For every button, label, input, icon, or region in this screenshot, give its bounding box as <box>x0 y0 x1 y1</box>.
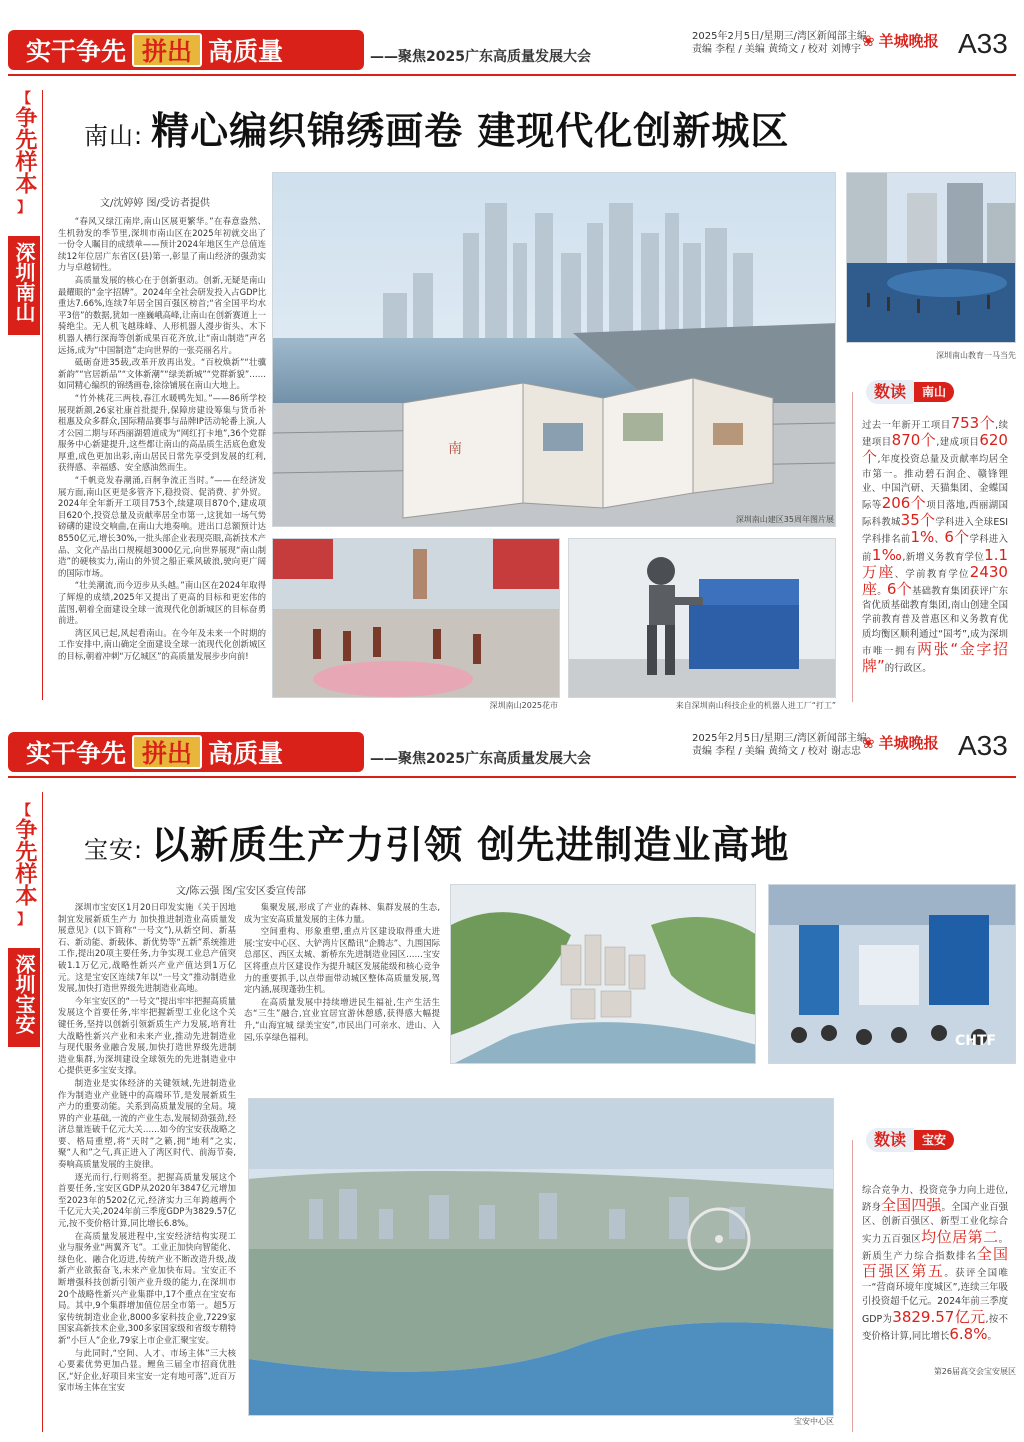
article-body <box>58 216 266 704</box>
editor-line-2: 责编 李程 / 美编 黄绮文 / 校对 刘博宇 <box>692 44 861 55</box>
robot-photo <box>568 538 836 698</box>
stats-key-2: 数读 <box>866 1128 914 1152</box>
side-city-label: 深圳南山 <box>12 242 36 322</box>
masthead <box>0 0 1024 78</box>
side-tag-close: 】 <box>17 200 31 216</box>
side-tag-label-2: 争先样本 <box>12 818 37 906</box>
byline-2: 文/陈云强 图/宝安区委宣传部 <box>176 886 306 897</box>
article-paragraph: “壮美潮流,而今迈步从头越。”南山区在2024年取得了辉煌的成绩,2025年又提出了更高的目标和更宏伟的蓝图,朝着全面建设全球一流现代化创新城区的目标奋勇前进。 <box>58 580 266 626</box>
article-paragraph: 今年宝安区的“一号文”提出牢牢把握高质量发展这个首要任务,牢牢把握新型工业化这个关键任务,坚持以创新引领新质生产力发展,培育壮大战略性新兴产业和未来产业,推动先进制造业与现代服务业融合发展,加快打造世界级先进制造业集群,为深圳建设全球领先的先进制造业中心提供更多宝安支撑。 <box>58 995 236 1076</box>
side-city-2 <box>8 948 40 1047</box>
headline-prefix-2: 宝安: <box>84 836 144 864</box>
expo-sign: CHTF <box>955 1033 997 1049</box>
aerial-image <box>451 885 756 1064</box>
side-rule <box>42 90 43 700</box>
editor-line-1: 2025年2月5日/星期三/湾区新闻部主编 <box>692 31 867 42</box>
banner-part2-2: 拼出 <box>132 735 202 769</box>
headline <box>84 100 789 155</box>
banner-part3: 高质量 <box>208 37 284 66</box>
banner-part3-2: 高质量 <box>208 739 284 768</box>
side-city-label-2: 深圳宝安 <box>12 954 36 1034</box>
stats-segment: ,按不变价格计算,同比增长 <box>862 1313 1009 1342</box>
caption-expo: 第26届高交会宝安展区 <box>933 1367 1016 1376</box>
article-paragraph: “千帆竞发春潮涌,百舸争流正当时。”——在经济发展方面,南山区更是多管齐下,稳投资、促消费、扩外贸。2024年全年新开工项目753个,续建项目870个,建成项目620个,投资总量及贡献率居全市第一,这犹如一场气势磅礴的建设交响曲,在南山大地奏响。进出口总额预计达8550亿元,增长30%,一批头部企业表现亮眼,高新技术产品、文化产品出口规模超3000亿元,向世界展现“南山制造”的硬核实力,南山的外贸之船正乘风破浪,驶向更广阔的国际市场。 <box>58 475 266 578</box>
side-tag-open-2: 【 <box>17 803 31 819</box>
caption-robot: 来自深圳南山科技企业的机器人进工厂“打工” <box>675 701 836 710</box>
stats-segment: 。 <box>877 586 887 598</box>
stats-rule-2 <box>852 1140 853 1432</box>
headline-text-2: 以新质生产力引领 创先进制造业高地 <box>151 823 790 867</box>
article-paragraph: 砥砺奋进35载,改革开放再出发。“百校焕新”“壮骥新韵”“官居新品”“文体新潮”“绿美新城”“党群新貌”……如同精心编织的锦绣画卷,徐徐铺展在南山大地上。 <box>58 357 266 391</box>
stats-tag-2 <box>866 1128 954 1152</box>
main-photo-image <box>273 173 836 527</box>
banner-pill <box>8 30 364 70</box>
stats-tag <box>866 380 954 404</box>
article-paragraph: 高质量发展的核心在于创新驱动。创新,无疑是南山最耀眼的“金字招牌”。2024年全社会研发投入占GDP比重达7.66%,连续7年居全国百强区榜首;“省全国平均水平3倍”的数据,犹如一座巍峨高峰,让南山在创新赛道上一骑绝尘。无人机飞越珠峰、人形机器人漫步街头、木下机器人栖行深海等创新成果百花齐放,让“南山制造”声名远扬,成为“中国制造”走向世界的一张亮丽名片。 <box>58 274 266 355</box>
expo-photo <box>768 884 1016 1064</box>
baoan-section <box>0 712 1024 1442</box>
side-photo-image <box>847 173 1016 343</box>
banner-subtitle: ——聚焦2025广东高质量发展大会 <box>370 49 591 65</box>
article-paragraph: 深圳市宝安区1月20日印发实施《关于因地制宜发展新质生产力 加快推进制造业高质量发展意见》(以下简称“一号文”),从新空间、新基石、新动能、新载体、新优势等“五新”系统推进工作,提出20项主要任务,力争实现工业总产值突破1.1万亿元,战略性新兴产业产值达到1万亿元。这是宝安区连续7年以“一号文”推动制造业发展,加快打造世界级先进制造业高地。 <box>58 902 236 994</box>
stats-segment: 2024年前三季度GDP为 <box>862 1296 1008 1325</box>
caption-main: 深圳南山建区35周年图片展 <box>735 515 834 524</box>
stats-segment: ,续建项目 <box>862 420 1008 449</box>
side-tag-label: 争先样本 <box>12 106 37 194</box>
stats-highlight: 2430座 <box>862 562 1008 599</box>
goat-logo-icon-2: ❀ <box>862 733 875 752</box>
brand-name-2: 羊城晚报 <box>878 734 939 752</box>
stats-segment: 。 <box>998 1233 1008 1245</box>
banner-part1: 实干争先 <box>26 37 127 66</box>
stats-segment: 。全国产业百强区、创新百强区、新型工业化综合实力五百强区 <box>862 1202 1008 1245</box>
article-body-mid <box>244 902 440 1078</box>
stats-highlight: 全国四强 <box>881 1196 942 1215</box>
side-tag-close-2: 】 <box>17 912 31 928</box>
stats-segment: 。 <box>944 1268 956 1280</box>
brand-name: 羊城晚报 <box>878 32 939 50</box>
top-rule <box>8 74 1016 76</box>
main-photo <box>272 172 836 527</box>
stats-segment: 、学前教育学位 <box>894 568 970 580</box>
caption-side: 深圳南山教育一马当先 <box>936 351 1016 360</box>
headline-2 <box>84 814 789 869</box>
banner-part2: 拼出 <box>132 33 202 67</box>
side-photo <box>846 172 1016 343</box>
banner-pill-2 <box>8 732 364 772</box>
stats-highlight: 1% <box>910 528 935 547</box>
stats-segment: 。 <box>987 1330 997 1342</box>
headline-text: 精心编织锦绣画卷 建现代化创新城区 <box>151 109 790 153</box>
flower-market-image <box>273 539 560 698</box>
headline-prefix: 南山: <box>84 122 144 150</box>
stats-highlight: 1.1万座 <box>862 545 1009 581</box>
stats-segment: 综合竞争力、投资竞争力向上进位,跻身 <box>862 1185 1008 1214</box>
stats-segment: 、 <box>934 534 945 546</box>
stats-segment: 基础教育集团获评广东省优质基础教育集团,南山创建全国学前教育普及普惠区和义务教育优质均衡区顺利通过“国考”,成为深圳市唯一拥有 <box>862 586 1008 657</box>
stats-highlight: 620个 <box>862 431 1008 467</box>
center-district-photo <box>248 1098 834 1416</box>
stats-text-2 <box>862 1184 1008 1344</box>
stats-highlight: 753个 <box>950 414 996 432</box>
stats-highlight: 1‰ <box>871 545 903 564</box>
stats-segment: ,建成项目 <box>936 437 980 449</box>
stats-key: 数读 <box>866 380 914 404</box>
editor-info-2 <box>692 732 867 758</box>
side-rule-2 <box>42 792 43 1432</box>
caption-center: 宝安中心区 <box>794 1417 834 1426</box>
stats-highlight: 6个 <box>944 528 970 547</box>
stats-segment: 学科进入前 <box>862 534 1008 563</box>
article-paragraph: 在高质量发展进程中,宝安经济结构实现工业与服务业“两翼齐飞”。工业正加快向智能化、绿色化、融合化迈进,传统产业不断改造升级,战新产业欲振奋飞,未来产业加快布局。宝安正不断增强科技创新引领产业升级的能力,在深圳市20个战略性新兴产业集群中,17个重点在宝安布局。其中,9个集群增加值位居全市第一。超5万家传统制造业企业,8000多家科技企业,7229家国家高新技术企业,300多家国家级和省级专精特新“小巨人”企业,79家上市企业汇聚宝安。 <box>58 1230 236 1345</box>
robot-image <box>569 539 836 698</box>
stats-text <box>862 416 1008 676</box>
stats-rule <box>852 392 853 702</box>
stats-highlight: 35个 <box>900 511 936 530</box>
aerial-photo <box>450 884 756 1064</box>
top-rule-2 <box>8 776 1016 778</box>
stats-highlight: 6.8% <box>949 1324 988 1343</box>
article-paragraph: “春风又绿江南岸,南山区展更繁华。”在春意盎然、生机勃发的季节里,深圳市南山区在2025年初就交出了一份令人瞩目的成绩单——预计2024年地区生产总值连续12年位居广东省区(县)第一,彰显了南山经济的强劲实力与卓越韧性。 <box>58 216 266 273</box>
side-tag <box>8 92 40 215</box>
stats-highlight: 206个 <box>881 494 927 513</box>
byline: 文/沈婷婷 图/受访者提供 <box>100 198 210 209</box>
side-tag-2 <box>8 804 40 927</box>
stats-segment: 获评全国唯一“营商环境年度城区”,连续三年吸引投资超千亿元。 <box>862 1268 1008 1308</box>
stats-segment: ,新增义务教育学位 <box>902 551 985 563</box>
article-paragraph: 空间重构、形象重塑,重点片区建设取得重大进展:宝安中心区、大铲湾片区酷讯“企腾志”、九围国际总部区、西区太城、新桥东先进制造业园区……宝安区将重点片区建设作为提升城区发展能级和核心竞争力的重要抓手,以点带面带动城区整体高质量发展,驾定内涵,展现蓬勃生机。 <box>244 926 440 995</box>
article-paragraph: 与此同时,“空间、人才、市场主体”三大核心要素优势更加凸显。鲤鱼三届全市招商优胜区,“好企业,好项目来宝安一定有地可落”,近百万家市场主体在宝安 <box>58 1347 236 1393</box>
banner-subtitle-2: ——聚焦2025广东高质量发展大会 <box>370 751 591 767</box>
stats-segment: ,年度投资总量及贡献率均居全市第一。推动碧石润企、赣锋锂业、中国汽研、天猫集团、金蝶国际等 <box>862 454 1008 512</box>
article-paragraph: 制造业是实体经济的关键领域,先进制造业作为制造业产业链中的高端环节,是发展新质生产力的重要动能。关系到高质量发展的全局。境界的产业基础,一流的产业生态,发展韧劲强劲,经济总量连破千亿元大关……如今的宝安获战略之要、格局重塑,将“天时”之籁,拥“地利”之实,聚“人和”之气,真正进入了湾区时代、前海节奏,奏响高质量发展的主旋律。 <box>58 1077 236 1170</box>
side-tag-open: 【 <box>17 91 31 107</box>
stats-segment: 项目落地,西丽湖国际科教城 <box>862 500 1008 529</box>
stats-segment: 的行政区。 <box>884 663 932 675</box>
editor-info <box>692 30 867 56</box>
stats-segment: 过去一年新开工项目 <box>862 420 951 431</box>
article-paragraph: 在高质量发展中持续增进民生福祉,生产生活生态“三生”融合,宜业宜居宜游休憩感,获得感大幅提升,“山海宜城 绿美宝安”,市民出门可亲水、进山、入园,乐享绿色福利。 <box>244 996 440 1042</box>
article-paragraph: 集聚发展,形成了产业的森林、集群发展的生态,成为宝安高质量发展的主体力量。 <box>244 902 440 924</box>
page-number-2: A33 <box>958 730 1008 761</box>
article-paragraph: “竹外桃花三两枝,春江水暖鸭先知。”——86所学校展现新颜,26家社康首批提升,保障房建设筹集与货币补租惠及众多群众,国际精品赛事与品牌IP活动轮番上演,人才公园二期与环西丽湖碧道成为“网红打卡地”,36个党群服务中心新建提升,这些都让南山的高品质生活底色愈发厚重,成色更加出彩,南山居民日常先享受到发展的红利,获得感、幸福感、安全感油然而生。 <box>58 392 266 473</box>
editor-line-2-2: 责编 李程 / 美编 黄绮文 / 校对 谢志忠 <box>692 746 861 757</box>
editor-line-1-2: 2025年2月5日/星期三/湾区新闻部主编 <box>692 733 867 744</box>
article-paragraph: 逐光而行,行则将至。把握高质量发展这个首要任务,宝安区GDP从2020年3847亿元增加至2023年的5202亿元,经济实力三年跨越两个千亿元大关,2024年前三季度GDP为3829.57亿元,按不变价格计算,同比增长6.8%。 <box>58 1171 236 1229</box>
stats-highlight: 6个 <box>886 580 912 599</box>
stats-segment: 新质生产力综合指数排名 <box>862 1250 977 1262</box>
stats-highlight: 870个 <box>891 431 937 450</box>
goat-logo-icon: ❀ <box>862 31 875 50</box>
expo-image <box>769 885 1016 1064</box>
side-city <box>8 236 40 335</box>
center-district-image <box>249 1099 834 1416</box>
caption-flower-market: 深圳南山2025花市 <box>489 701 558 710</box>
article-paragraph: 湾区风已起,风起看南山。在今年及未来一个时期的工作安排中,南山确定全面建设全球一流现代化创新城区的目标,朝着冲刺“万亿城区”的高质量发展步步向前! <box>58 627 266 661</box>
brand-2 <box>862 732 939 753</box>
stats-highlight: 3829.57亿元 <box>892 1307 986 1326</box>
flower-market-photo <box>272 538 560 698</box>
stats-highlight: 均位居第二 <box>921 1227 999 1246</box>
brand <box>862 30 939 51</box>
stats-highlight: 全国百强区第五 <box>862 1244 1008 1281</box>
stats-city: 南山 <box>914 382 954 402</box>
stats-highlight: 两张“金字招牌” <box>862 639 1008 676</box>
banner-part1-2: 实干争先 <box>26 739 127 768</box>
page-number: A33 <box>958 28 1008 59</box>
masthead-2 <box>0 712 1024 790</box>
stats-city-2: 宝安 <box>914 1130 954 1150</box>
svg-text:南: 南 <box>448 441 462 457</box>
stats-segment: 学科进入全球ESI学科排名前 <box>862 517 1008 546</box>
nanshan-section <box>0 0 1024 712</box>
article-body-left <box>58 902 236 1438</box>
